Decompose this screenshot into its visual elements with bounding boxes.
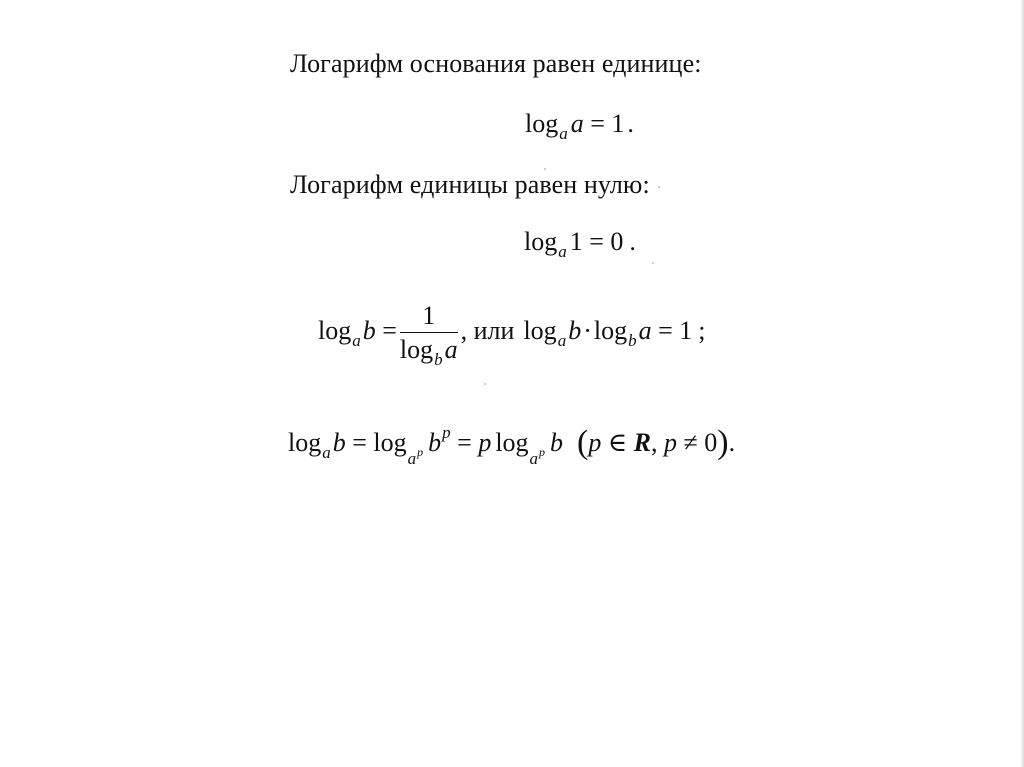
formula-log-word: log xyxy=(399,335,434,364)
formula-argument: b xyxy=(362,315,376,345)
formula-period: . xyxy=(629,227,636,256)
formula-equals: = xyxy=(345,428,374,457)
formula-argument: a xyxy=(638,315,652,345)
multiplication-dot: · xyxy=(583,315,592,345)
formula-base: a xyxy=(407,449,417,468)
formula-relation: = 1 xyxy=(651,315,693,345)
heading-log-of-one: Логарифм единицы равен нулю: xyxy=(290,170,650,199)
formula-argument: a xyxy=(444,335,458,364)
formula-power-base-rule xyxy=(288,423,736,468)
formula-log-word: log xyxy=(288,428,322,457)
formula-log-word: log xyxy=(318,315,352,345)
formula-base: a xyxy=(558,242,567,261)
formula-log-base-equals-one xyxy=(525,109,634,143)
condition-comma: , xyxy=(650,428,664,457)
formula-argument: b xyxy=(428,428,442,457)
formula-log-word: log xyxy=(524,227,558,256)
scan-speck xyxy=(658,186,660,188)
formula-period: . xyxy=(728,428,736,457)
condition-variable: p xyxy=(663,428,677,457)
formula-argument-exponent: p xyxy=(442,423,451,442)
formula-base: a xyxy=(529,449,539,468)
condition-real-set: R xyxy=(633,428,651,457)
fraction xyxy=(399,301,458,369)
formula-base: a xyxy=(557,330,567,350)
or-conjunction: , или xyxy=(460,315,515,345)
condition-close-paren: ) xyxy=(717,424,729,461)
formula-relation: = 0 xyxy=(582,227,624,256)
formula-relation: = 1 xyxy=(583,109,625,138)
formula-argument: 1 xyxy=(569,227,583,256)
formula-base: a xyxy=(352,330,361,350)
formula-log-word: log xyxy=(523,315,557,345)
formula-semicolon: ; xyxy=(698,315,706,345)
formula-log-word: log xyxy=(593,315,628,345)
formula-log-of-one-equals-zero xyxy=(524,227,636,261)
formula-base: b xyxy=(434,350,443,369)
scan-speck xyxy=(484,383,486,385)
formula-base: a xyxy=(322,443,331,462)
condition-element-of: ∈ xyxy=(601,428,634,457)
scan-speck xyxy=(652,262,654,264)
fraction-denominator xyxy=(399,333,458,369)
formula-log-word: log xyxy=(525,109,559,138)
formula-argument: a xyxy=(570,109,584,138)
formula-argument: b xyxy=(550,428,564,457)
formula-argument: b xyxy=(568,315,582,345)
formula-base-exponent: p xyxy=(417,445,424,459)
formula-log-word: log xyxy=(373,428,407,457)
formula-argument: b xyxy=(332,428,346,457)
formula-base: b xyxy=(628,330,637,350)
formula-coefficient: p xyxy=(478,428,492,457)
formula-equals: = xyxy=(450,428,479,457)
formula-period: . xyxy=(627,109,634,138)
formula-base-exponent: p xyxy=(539,445,546,459)
formula-equals: = xyxy=(375,315,397,345)
condition-not-equal-zero: ≠ 0 xyxy=(676,428,718,457)
formula-base: a xyxy=(559,124,568,143)
condition-open-paren: ( xyxy=(577,424,589,461)
heading-base-logarithm: Логарифм основания равен единице: xyxy=(290,49,702,78)
scan-speck xyxy=(544,168,546,170)
formula-change-of-base xyxy=(318,301,706,369)
formula-log-word: log xyxy=(495,428,529,457)
condition-variable: p xyxy=(588,428,602,457)
fraction-numerator: 1 xyxy=(400,303,458,333)
